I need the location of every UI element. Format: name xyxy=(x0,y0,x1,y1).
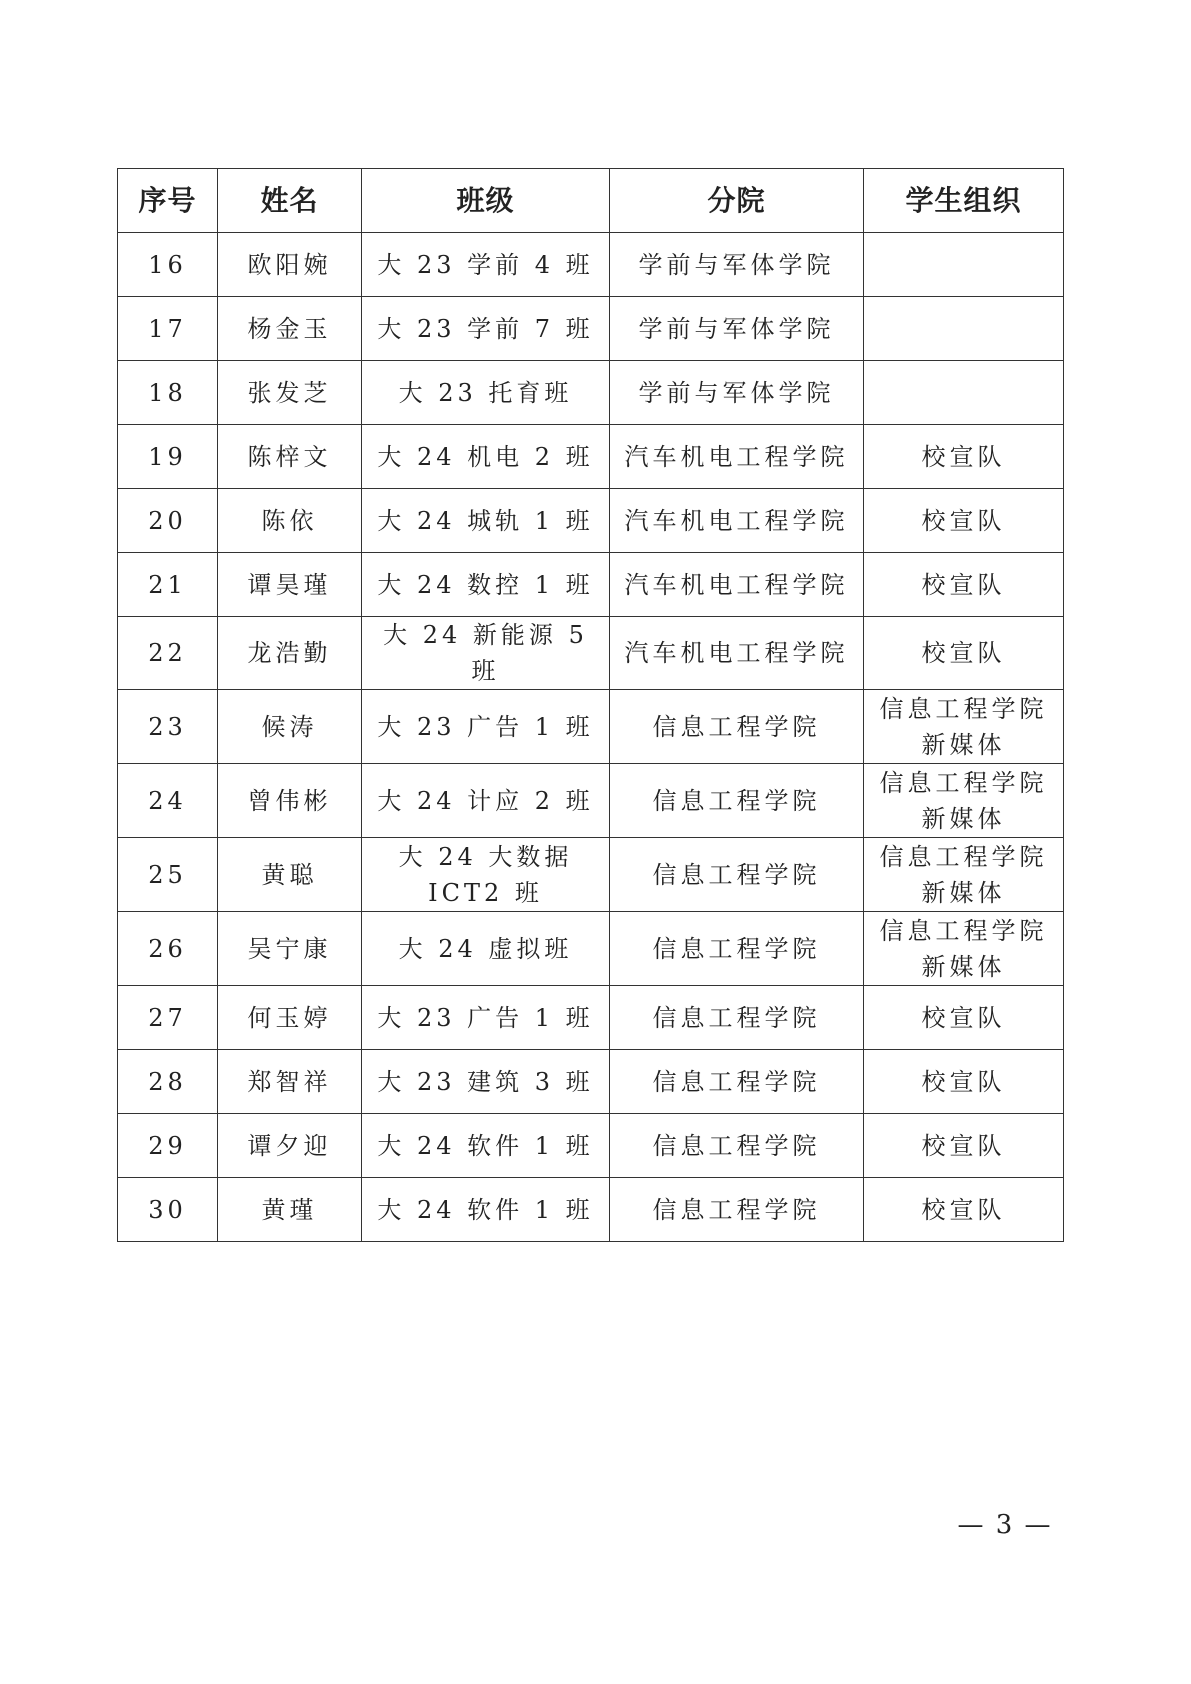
cell-class xyxy=(362,912,610,986)
cell-class-text: 大 24 城轨 1 班 xyxy=(377,506,594,535)
table-row xyxy=(118,297,1064,361)
cell-class-text: 大 23 托育班 xyxy=(398,378,573,407)
cell-no: 23 xyxy=(118,690,218,764)
header-class: 班级 xyxy=(362,169,610,233)
cell-no: 29 xyxy=(118,1114,218,1178)
cell-org xyxy=(864,1050,1064,1114)
header-college: 分院 xyxy=(610,169,864,233)
student-roster-table xyxy=(117,168,1064,1242)
cell-name: 谭昊瑾 xyxy=(218,553,362,617)
cell-college: 信息工程学院 xyxy=(610,986,864,1050)
table-row xyxy=(118,489,1064,553)
cell-college: 信息工程学院 xyxy=(610,1178,864,1242)
table-header-row xyxy=(118,169,1064,233)
cell-org xyxy=(864,764,1064,838)
table-row xyxy=(118,986,1064,1050)
cell-org xyxy=(864,986,1064,1050)
cell-class-text: 大 24 大数据 ICT2 班 xyxy=(398,842,573,907)
cell-name: 郑智祥 xyxy=(218,1050,362,1114)
cell-no: 16 xyxy=(118,233,218,297)
cell-org xyxy=(864,838,1064,912)
cell-class xyxy=(362,1178,610,1242)
cell-class xyxy=(362,425,610,489)
cell-college: 学前与军体学院 xyxy=(610,297,864,361)
table-row xyxy=(118,233,1064,297)
cell-class xyxy=(362,986,610,1050)
table-row xyxy=(118,553,1064,617)
cell-org-text: 校宣队 xyxy=(921,639,1006,667)
cell-name: 候涛 xyxy=(218,690,362,764)
cell-org-text: 校宣队 xyxy=(921,1003,1006,1032)
cell-class xyxy=(362,489,610,553)
cell-class xyxy=(362,361,610,425)
cell-name: 何玉婷 xyxy=(218,986,362,1050)
cell-class xyxy=(362,1114,610,1178)
cell-org xyxy=(864,617,1064,690)
cell-class xyxy=(362,553,610,617)
cell-class-text: 大 24 数控 1 班 xyxy=(377,570,594,599)
table-row xyxy=(118,1114,1064,1178)
cell-class xyxy=(362,233,610,297)
table-row xyxy=(118,690,1064,764)
cell-org-text: 校宣队 xyxy=(921,1131,1006,1160)
header-org: 学生组织 xyxy=(864,169,1064,233)
table-row xyxy=(118,1050,1064,1114)
table-row xyxy=(118,764,1064,838)
cell-no: 28 xyxy=(118,1050,218,1114)
cell-name: 张发芝 xyxy=(218,361,362,425)
cell-no: 18 xyxy=(118,361,218,425)
cell-college: 学前与军体学院 xyxy=(610,233,864,297)
header-name: 姓名 xyxy=(218,169,362,233)
cell-no: 19 xyxy=(118,425,218,489)
cell-class-text: 大 24 软件 1 班 xyxy=(377,1131,594,1160)
cell-org xyxy=(864,297,1064,361)
cell-class-text: 大 24 软件 1 班 xyxy=(377,1195,594,1224)
cell-no: 30 xyxy=(118,1178,218,1242)
table-row xyxy=(118,838,1064,912)
cell-org-text: 校宣队 xyxy=(921,570,1006,599)
cell-org xyxy=(864,425,1064,489)
cell-org-text: 信息工程学院 新媒体 xyxy=(879,916,1048,981)
cell-college: 汽车机电工程学院 xyxy=(610,425,864,489)
cell-class-text: 大 23 广告 1 班 xyxy=(377,712,594,741)
table-row xyxy=(118,912,1064,986)
cell-class-text: 大 24 机电 2 班 xyxy=(377,442,594,471)
cell-org xyxy=(864,1178,1064,1242)
cell-class xyxy=(362,764,610,838)
cell-org-text: 信息工程学院 新媒体 xyxy=(879,694,1048,759)
cell-college: 信息工程学院 xyxy=(610,764,864,838)
cell-no: 22 xyxy=(118,617,218,690)
cell-college: 学前与军体学院 xyxy=(610,361,864,425)
cell-college: 信息工程学院 xyxy=(610,838,864,912)
cell-name: 龙浩勤 xyxy=(218,617,362,690)
cell-no: 26 xyxy=(118,912,218,986)
header-no: 序号 xyxy=(118,169,218,233)
cell-class xyxy=(362,690,610,764)
cell-org-text: 校宣队 xyxy=(921,506,1006,535)
cell-org xyxy=(864,553,1064,617)
cell-name: 谭夕迎 xyxy=(218,1114,362,1178)
cell-name: 陈依 xyxy=(218,489,362,553)
cell-org-text: 信息工程学院 新媒体 xyxy=(879,768,1048,833)
cell-org xyxy=(864,690,1064,764)
cell-class-text: 大 23 建筑 3 班 xyxy=(377,1067,594,1096)
page-number: — 3 — xyxy=(957,1510,1053,1540)
cell-college: 汽车机电工程学院 xyxy=(610,617,864,690)
table-row xyxy=(118,1178,1064,1242)
cell-name: 黄瑾 xyxy=(218,1178,362,1242)
cell-college: 信息工程学院 xyxy=(610,1114,864,1178)
cell-no: 20 xyxy=(118,489,218,553)
cell-class xyxy=(362,617,610,690)
cell-name: 杨金玉 xyxy=(218,297,362,361)
cell-org-text: 校宣队 xyxy=(921,1195,1006,1224)
cell-college: 汽车机电工程学院 xyxy=(610,553,864,617)
cell-class-text: 大 24 虚拟班 xyxy=(398,934,573,963)
cell-org-text: 信息工程学院 新媒体 xyxy=(879,842,1048,907)
cell-org-text: 校宣队 xyxy=(921,442,1006,471)
cell-college: 信息工程学院 xyxy=(610,1050,864,1114)
cell-class-text: 大 24 计应 2 班 xyxy=(377,786,594,815)
cell-class-text: 大 24 新能源 5 班 xyxy=(383,621,588,685)
cell-class-text: 大 23 学前 7 班 xyxy=(377,314,594,343)
cell-name: 吴宁康 xyxy=(218,912,362,986)
cell-class xyxy=(362,838,610,912)
cell-org-text: 校宣队 xyxy=(921,1067,1006,1096)
cell-name: 黄聪 xyxy=(218,838,362,912)
cell-no: 25 xyxy=(118,838,218,912)
table-row xyxy=(118,617,1064,690)
cell-college: 信息工程学院 xyxy=(610,912,864,986)
cell-org xyxy=(864,489,1064,553)
cell-no: 21 xyxy=(118,553,218,617)
cell-name: 曾伟彬 xyxy=(218,764,362,838)
cell-name: 陈梓文 xyxy=(218,425,362,489)
cell-org xyxy=(864,1114,1064,1178)
cell-class-text: 大 23 学前 4 班 xyxy=(377,250,594,279)
cell-class xyxy=(362,1050,610,1114)
cell-no: 24 xyxy=(118,764,218,838)
cell-name: 欧阳婉 xyxy=(218,233,362,297)
cell-no: 17 xyxy=(118,297,218,361)
cell-no: 27 xyxy=(118,986,218,1050)
cell-class xyxy=(362,297,610,361)
cell-class-text: 大 23 广告 1 班 xyxy=(377,1003,594,1032)
cell-college: 汽车机电工程学院 xyxy=(610,489,864,553)
cell-org xyxy=(864,233,1064,297)
cell-org xyxy=(864,912,1064,986)
table-row xyxy=(118,361,1064,425)
cell-college: 信息工程学院 xyxy=(610,690,864,764)
table-row xyxy=(118,425,1064,489)
cell-org xyxy=(864,361,1064,425)
